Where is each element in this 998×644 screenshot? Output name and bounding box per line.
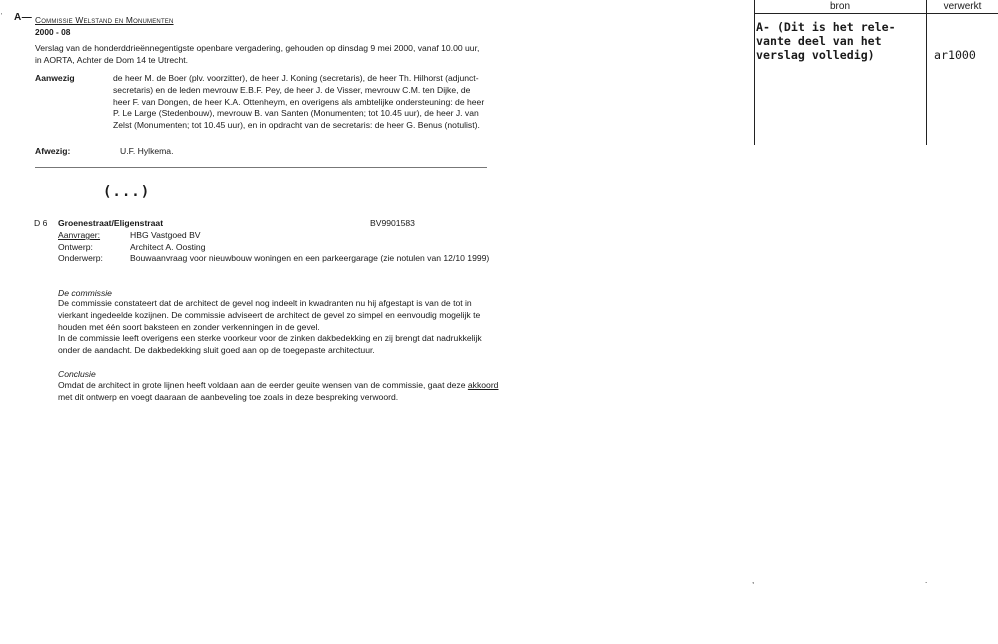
bron-line-3: verslag volledig) xyxy=(756,48,875,62)
document-title: Commissie Welstand en Monumenten xyxy=(35,15,174,25)
commission-paragraph-1: De commissie constateert dat de architect de gevel nog indeelt in kwadranten nu hij afgestapt is van de tot in vierkant ingedeelde kozijnen. De commissie adviseert de architect de gevel zo simpel en eenvoudig mogelijk te houden met één soort baksteen en zonder verkenningen in de gevel. xyxy=(58,298,481,332)
conclusion-text xyxy=(58,380,503,404)
section-marker: A— xyxy=(14,12,33,23)
bron-line-1: A- (Dit is het rele- xyxy=(756,20,896,34)
present-label: Aanwezig xyxy=(35,73,75,83)
section-divider xyxy=(35,167,487,168)
conclusion-keyword: akkoord xyxy=(467,380,499,390)
meeting-intro: Verslag van de honderddrieënnegentigste openbare vergadering, gehouden op dinsdag 9 mei 2000, vanaf 10.00 uur, in AORTA, Achter de Dom 14 te Utrecht. xyxy=(35,43,480,65)
subject-label: Onderwerp: xyxy=(58,253,103,263)
table-border-left xyxy=(754,0,755,145)
commission-paragraph-2: In de commissie leeft overigens een sterke voorkeur voor de zinken dakbedekking en zij brengt dat nadrukkelijk onder de aandacht. De dakbedekking sluit goed aan op de toegepaste architectuur. xyxy=(58,333,482,356)
item-street: Groenestraat/Eligenstraat xyxy=(58,218,164,228)
absent-label: Afwezig: xyxy=(35,146,71,156)
present-list: de heer M. de Boer (plv. voorzitter), de heer J. Koning (secretaris), de heer Th. Hilhorst (adjunct-secretaris) en de leden mevrouw E.B.F. Pey, de heer J. de Visser, mevrouw C.M. ten Dijke, de heer F. van Dongen, de heer K.A. Ottenheym, en overigens als ambtelijke ondersteuning: de heer P. Le Large (Stedenbouw), mevrouw B. van Santen (Monumenten; tot 10.45 uur), de heer J. van Zelst (Monumenten; tot 10.45 uur), en in opdracht van de secretaris: de heer G. Benus (notulist). xyxy=(113,73,485,131)
column-header-bron: bron xyxy=(829,1,850,12)
omission-ellipsis: (...) xyxy=(103,184,151,200)
item-code: D 6 xyxy=(34,218,48,228)
applicant-label: Aanvrager: xyxy=(58,230,101,240)
absent-value: U.F. Hylkema. xyxy=(120,146,174,156)
conclusion-post: met dit ontwerp en voegt daaraan de aanbeveling toe zoals in deze bespreking verwoord. xyxy=(58,391,399,402)
design-label: Ontwerp: xyxy=(58,242,93,252)
conclusion-pre: Omdat de architect in grote lijnen heeft voldaan aan de eerder geuite wensen van de commissie, gaat deze xyxy=(58,380,468,390)
scan-speck: . xyxy=(925,576,928,585)
scan-speck: , xyxy=(752,576,755,585)
subject-value: Bouwaanvraag voor nieuwbouw woningen en een parkeergarage (zie notulen van 12/10 1999) xyxy=(130,253,490,263)
column-header-verwerkt: verwerkt xyxy=(943,1,982,12)
commission-heading: De commissie xyxy=(58,288,112,298)
bron-cell xyxy=(756,20,924,62)
conclusion-heading: Conclusie xyxy=(58,369,96,379)
bron-line-2: vante deel van het xyxy=(756,34,882,48)
document-year: 2000 - 08 xyxy=(35,27,71,37)
table-header-rule xyxy=(754,13,998,14)
item-case-number: BV9901583 xyxy=(370,218,415,228)
design-value: Architect A. Oosting xyxy=(130,242,206,252)
applicant-value: HBG Vastgoed BV xyxy=(130,230,201,240)
verwerkt-cell: ar1000 xyxy=(934,48,976,62)
commission-text xyxy=(58,298,503,357)
table-border-middle xyxy=(926,0,927,145)
margin-tick: ' xyxy=(1,13,3,20)
